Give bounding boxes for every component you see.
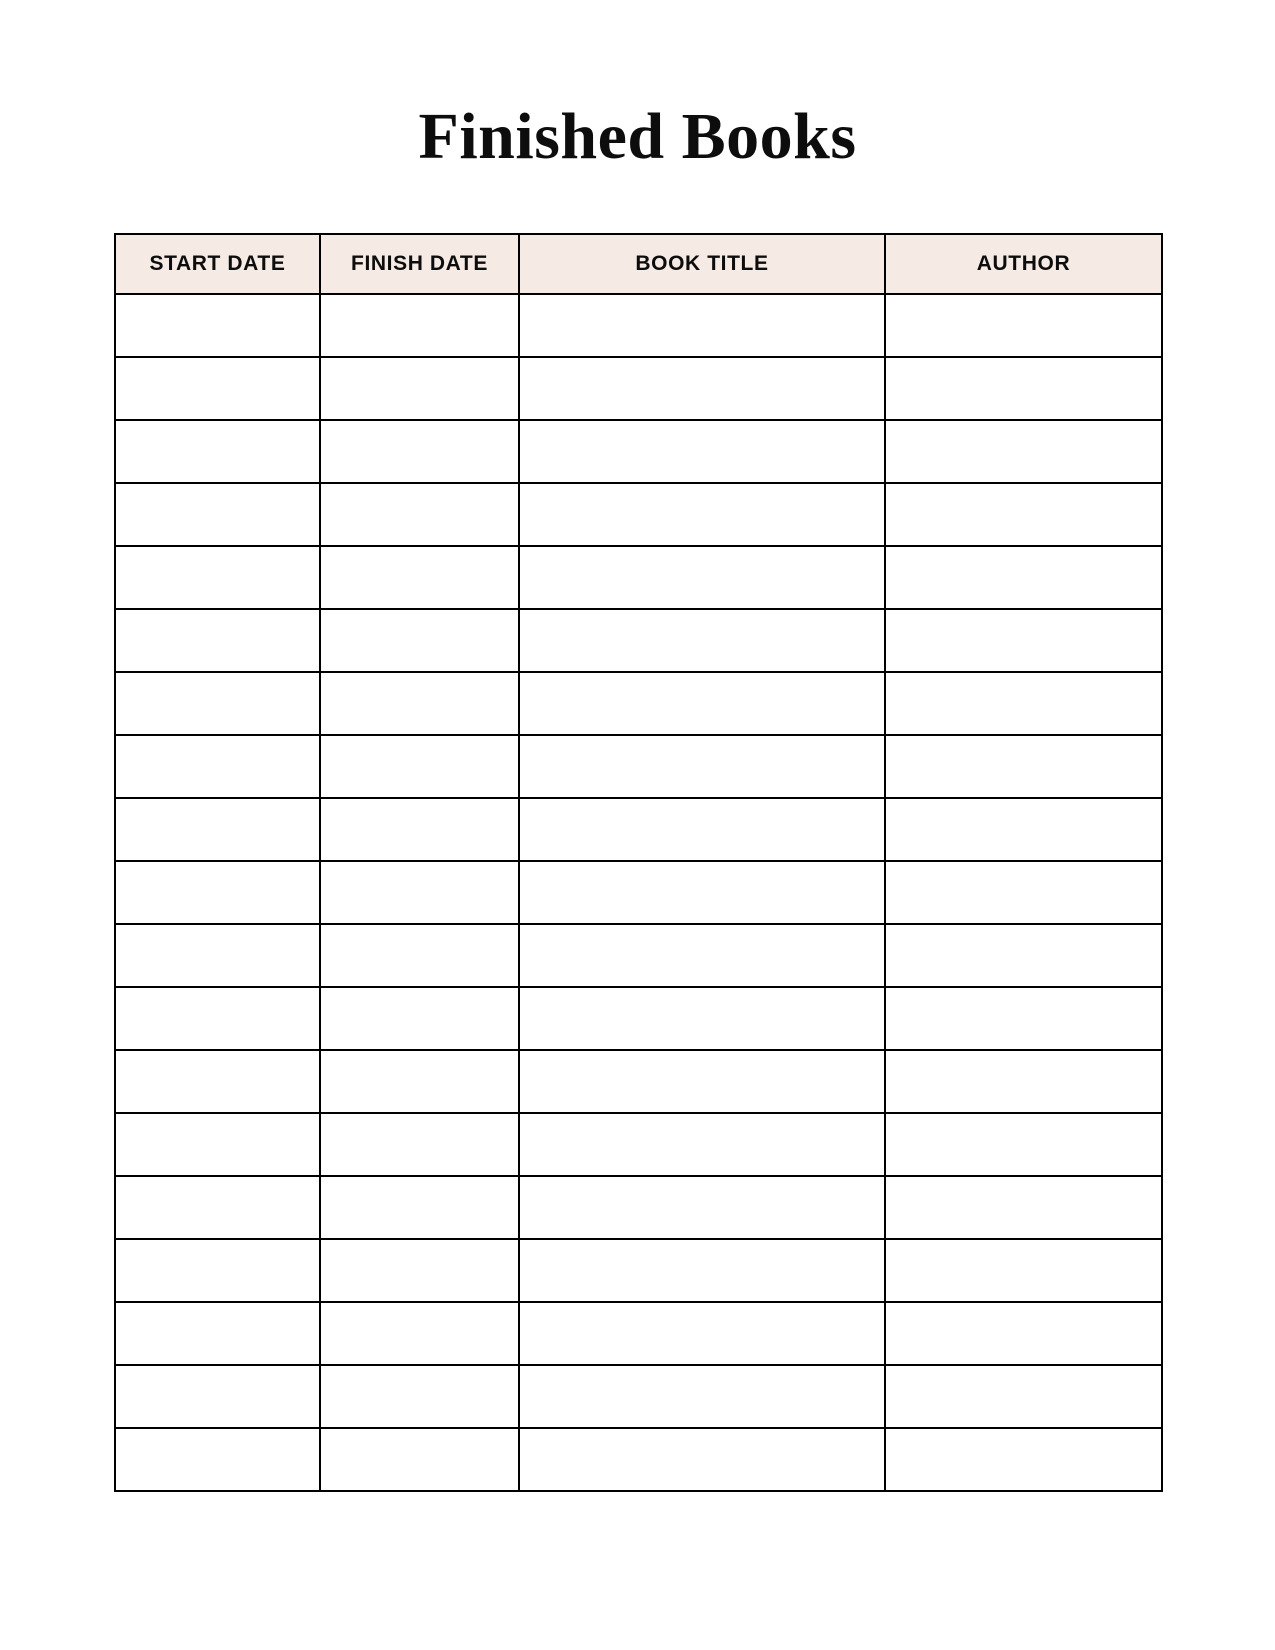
- cell-value-author: [886, 1396, 1161, 1397]
- cell-value-author: [886, 766, 1161, 767]
- cell-value-author: [886, 640, 1161, 641]
- cell-value-book_title: [520, 640, 884, 641]
- table-cell-author[interactable]: [885, 672, 1162, 735]
- cell-value-finish_date: [321, 1459, 518, 1460]
- table-cell-author[interactable]: [885, 861, 1162, 924]
- table-cell-author[interactable]: [885, 1302, 1162, 1365]
- cell-value-start_date: [116, 1396, 319, 1397]
- table-cell-start_date[interactable]: [115, 924, 320, 987]
- cell-value-author: [886, 703, 1161, 704]
- table-row: [115, 672, 1162, 735]
- table-row: [115, 1302, 1162, 1365]
- table-cell-author[interactable]: [885, 1050, 1162, 1113]
- table-cell-author[interactable]: [885, 987, 1162, 1050]
- cell-value-finish_date: [321, 955, 518, 956]
- table-cell-book_title[interactable]: [519, 294, 885, 357]
- cell-value-book_title: [520, 388, 884, 389]
- cell-value-start_date: [116, 829, 319, 830]
- cell-value-finish_date: [321, 577, 518, 578]
- cell-value-finish_date: [321, 1333, 518, 1334]
- table-row: [115, 735, 1162, 798]
- cell-value-author: [886, 514, 1161, 515]
- table-cell-author[interactable]: [885, 1239, 1162, 1302]
- table-cell-start_date[interactable]: [115, 798, 320, 861]
- table-cell-finish_date[interactable]: [320, 609, 519, 672]
- table-cell-book_title[interactable]: [519, 1113, 885, 1176]
- cell-value-start_date: [116, 1333, 319, 1334]
- cell-value-finish_date: [321, 1081, 518, 1082]
- table-cell-start_date[interactable]: [115, 1239, 320, 1302]
- cell-value-author: [886, 577, 1161, 578]
- table-body: [115, 294, 1162, 1491]
- cell-value-start_date: [116, 451, 319, 452]
- table-header-row: [115, 234, 1162, 294]
- cell-value-author: [886, 325, 1161, 326]
- cell-value-book_title: [520, 1018, 884, 1019]
- table-cell-finish_date[interactable]: [320, 1050, 519, 1113]
- cell-value-book_title: [520, 1396, 884, 1397]
- table-cell-author[interactable]: [885, 798, 1162, 861]
- cell-value-book_title: [520, 1081, 884, 1082]
- table-cell-author[interactable]: [885, 483, 1162, 546]
- cell-value-start_date: [116, 640, 319, 641]
- cell-value-finish_date: [321, 766, 518, 767]
- table-row: [115, 1239, 1162, 1302]
- table-cell-finish_date[interactable]: [320, 672, 519, 735]
- cell-value-finish_date: [321, 325, 518, 326]
- table-cell-finish_date[interactable]: [320, 1176, 519, 1239]
- table-row: [115, 294, 1162, 357]
- table-row: [115, 357, 1162, 420]
- table-cell-book_title[interactable]: [519, 924, 885, 987]
- table-row: [115, 546, 1162, 609]
- table-cell-finish_date[interactable]: [320, 483, 519, 546]
- table-cell-book_title[interactable]: [519, 1428, 885, 1491]
- table-cell-book_title[interactable]: [519, 609, 885, 672]
- cell-value-book_title: [520, 703, 884, 704]
- table-row: [115, 1050, 1162, 1113]
- cell-value-author: [886, 1144, 1161, 1145]
- table-row: [115, 798, 1162, 861]
- cell-value-finish_date: [321, 1207, 518, 1208]
- cell-value-finish_date: [321, 1144, 518, 1145]
- cell-value-author: [886, 1459, 1161, 1460]
- cell-value-finish_date: [321, 1018, 518, 1019]
- table-cell-finish_date[interactable]: [320, 861, 519, 924]
- table-cell-finish_date[interactable]: [320, 546, 519, 609]
- table-cell-start_date[interactable]: [115, 1428, 320, 1491]
- cell-value-author: [886, 1333, 1161, 1334]
- page-title: Finished Books: [418, 100, 857, 173]
- table-row: [115, 483, 1162, 546]
- table-row: [115, 987, 1162, 1050]
- column-header-author: AUTHOR: [885, 234, 1162, 294]
- table-cell-finish_date[interactable]: [320, 420, 519, 483]
- cell-value-finish_date: [321, 388, 518, 389]
- table-cell-author[interactable]: [885, 420, 1162, 483]
- table-cell-author[interactable]: [885, 357, 1162, 420]
- cell-value-start_date: [116, 892, 319, 893]
- table-cell-author[interactable]: [885, 1365, 1162, 1428]
- table-cell-start_date[interactable]: [115, 735, 320, 798]
- cell-value-finish_date: [321, 451, 518, 452]
- cell-value-book_title: [520, 1333, 884, 1334]
- table-container: [114, 170, 1161, 1492]
- table-cell-finish_date[interactable]: [320, 1113, 519, 1176]
- table-cell-book_title[interactable]: [519, 1176, 885, 1239]
- cell-value-finish_date: [321, 829, 518, 830]
- cell-value-author: [886, 955, 1161, 956]
- cell-value-start_date: [116, 1144, 319, 1145]
- table-cell-start_date[interactable]: [115, 672, 320, 735]
- table-cell-finish_date[interactable]: [320, 924, 519, 987]
- table-cell-author[interactable]: [885, 924, 1162, 987]
- table-cell-author[interactable]: [885, 1113, 1162, 1176]
- table-cell-finish_date[interactable]: [320, 294, 519, 357]
- table-cell-start_date[interactable]: [115, 609, 320, 672]
- table-cell-book_title[interactable]: [519, 546, 885, 609]
- table-cell-finish_date[interactable]: [320, 1365, 519, 1428]
- table-row: [115, 1113, 1162, 1176]
- table-cell-start_date[interactable]: [115, 294, 320, 357]
- table-cell-start_date[interactable]: [115, 420, 320, 483]
- cell-value-start_date: [116, 955, 319, 956]
- table-cell-finish_date[interactable]: [320, 1302, 519, 1365]
- table-header: [115, 234, 1162, 294]
- table-cell-book_title[interactable]: [519, 357, 885, 420]
- table-cell-book_title[interactable]: [519, 420, 885, 483]
- table-cell-book_title[interactable]: [519, 861, 885, 924]
- cell-value-author: [886, 1018, 1161, 1019]
- cell-value-start_date: [116, 325, 319, 326]
- cell-value-start_date: [116, 1459, 319, 1460]
- finished-books-table: [114, 233, 1163, 1492]
- table-cell-start_date[interactable]: [115, 1302, 320, 1365]
- cell-value-finish_date: [321, 514, 518, 515]
- cell-value-start_date: [116, 388, 319, 389]
- cell-value-book_title: [520, 1270, 884, 1271]
- table-row: [115, 609, 1162, 672]
- table-row: [115, 420, 1162, 483]
- table-row: [115, 924, 1162, 987]
- cell-value-book_title: [520, 892, 884, 893]
- cell-value-book_title: [520, 955, 884, 956]
- cell-value-start_date: [116, 1207, 319, 1208]
- table-cell-start_date[interactable]: [115, 861, 320, 924]
- table-cell-start_date[interactable]: [115, 546, 320, 609]
- table-cell-finish_date[interactable]: [320, 1428, 519, 1491]
- table-cell-book_title[interactable]: [519, 735, 885, 798]
- cell-value-author: [886, 451, 1161, 452]
- table-cell-book_title[interactable]: [519, 1239, 885, 1302]
- table-cell-book_title[interactable]: [519, 1365, 885, 1428]
- cell-value-author: [886, 388, 1161, 389]
- table-row: [115, 1365, 1162, 1428]
- table-cell-start_date[interactable]: [115, 987, 320, 1050]
- table-row: [115, 861, 1162, 924]
- column-header-book-title: BOOK TITLE: [519, 234, 885, 294]
- cell-value-book_title: [520, 451, 884, 452]
- table-cell-start_date[interactable]: [115, 483, 320, 546]
- cell-value-author: [886, 1207, 1161, 1208]
- table-cell-start_date[interactable]: [115, 357, 320, 420]
- cell-value-book_title: [520, 1459, 884, 1460]
- table-cell-author[interactable]: [885, 735, 1162, 798]
- table-cell-author[interactable]: [885, 1428, 1162, 1491]
- cell-value-start_date: [116, 577, 319, 578]
- cell-value-finish_date: [321, 1396, 518, 1397]
- table-cell-author[interactable]: [885, 609, 1162, 672]
- table-cell-finish_date[interactable]: [320, 735, 519, 798]
- cell-value-author: [886, 1081, 1161, 1082]
- cell-value-start_date: [116, 1018, 319, 1019]
- column-header-finish-date: FINISH DATE: [320, 234, 519, 294]
- table-cell-author[interactable]: [885, 1176, 1162, 1239]
- cell-value-author: [886, 1270, 1161, 1271]
- table-cell-start_date[interactable]: [115, 1365, 320, 1428]
- cell-value-book_title: [520, 829, 884, 830]
- table-cell-book_title[interactable]: [519, 483, 885, 546]
- cell-value-finish_date: [321, 892, 518, 893]
- table-cell-start_date[interactable]: [115, 1176, 320, 1239]
- cell-value-author: [886, 829, 1161, 830]
- table-row: [115, 1176, 1162, 1239]
- table-cell-author[interactable]: [885, 546, 1162, 609]
- cell-value-book_title: [520, 514, 884, 515]
- table-cell-book_title[interactable]: [519, 672, 885, 735]
- column-header-start-date: START DATE: [115, 234, 320, 294]
- cell-value-start_date: [116, 703, 319, 704]
- table-cell-book_title[interactable]: [519, 1050, 885, 1113]
- table-row: [115, 1428, 1162, 1491]
- cell-value-book_title: [520, 577, 884, 578]
- table-cell-finish_date[interactable]: [320, 987, 519, 1050]
- table-cell-author[interactable]: [885, 294, 1162, 357]
- table-cell-book_title[interactable]: [519, 987, 885, 1050]
- table-cell-book_title[interactable]: [519, 1302, 885, 1365]
- table-cell-finish_date[interactable]: [320, 1239, 519, 1302]
- cell-value-finish_date: [321, 640, 518, 641]
- cell-value-start_date: [116, 1081, 319, 1082]
- table-cell-book_title[interactable]: [519, 798, 885, 861]
- cell-value-book_title: [520, 1207, 884, 1208]
- cell-value-book_title: [520, 766, 884, 767]
- cell-value-author: [886, 892, 1161, 893]
- table-cell-finish_date[interactable]: [320, 357, 519, 420]
- table-cell-start_date[interactable]: [115, 1113, 320, 1176]
- cell-value-start_date: [116, 514, 319, 515]
- cell-value-finish_date: [321, 1270, 518, 1271]
- cell-value-book_title: [520, 1144, 884, 1145]
- cell-value-book_title: [520, 325, 884, 326]
- table-cell-start_date[interactable]: [115, 1050, 320, 1113]
- cell-value-start_date: [116, 766, 319, 767]
- cell-value-finish_date: [321, 703, 518, 704]
- cell-value-start_date: [116, 1270, 319, 1271]
- table-cell-finish_date[interactable]: [320, 798, 519, 861]
